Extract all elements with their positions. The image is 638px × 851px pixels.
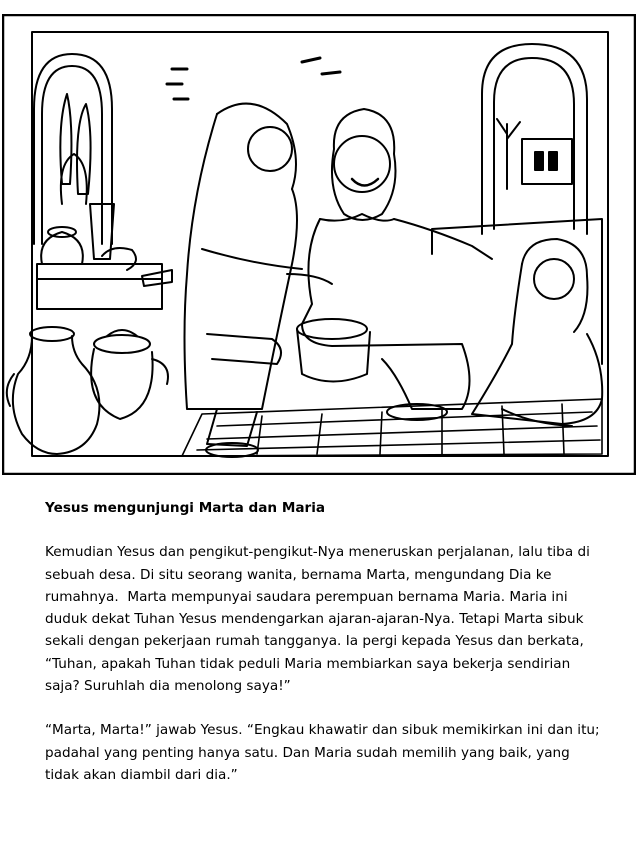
woven-rug (182, 399, 602, 456)
story-text (45, 497, 605, 808)
clay-jug (7, 327, 100, 454)
room-wall (32, 32, 608, 456)
story-paragraph: Kemudian Yesus dan pengikut-pengikut-Nya meneruskan perjalanan, lalu tiba di sebuah desa. Di situ seorang wanita, bernama Marta, mengundang Dia ke rumahnya. Marta mempunyai saudara perempuan bernama Maria. Maria ini duduk dekat Tuhan Yesus mendengarkan ajaran-ajaran-Nya. Tetapi Marta sibuk sekali dengan pekerjaan rumah tangganya. Ia pergi kepada Yesus dan berkata, “Tuhan, apakah Tuhan tidak peduli Maria membiarkan saya bekerja sendirian saja? Suruhlah dia menolong saya!” (45, 544, 595, 695)
story-paragraph: “Marta, Marta!” jawab Yesus. “Engkau khawatir dan sibuk memikirkan ini dan itu; padahal yang penting hanya satu. Dan Maria sudah memilih yang baik, yang tidak akan diambil dari dia.” (45, 722, 604, 783)
left-window (34, 54, 112, 244)
jesus-figure (297, 109, 492, 420)
shelf-with-jars (37, 154, 172, 309)
martha-figure (185, 104, 333, 457)
illustration-drawing (2, 14, 636, 475)
story-title: Yesus mengunjungi Marta dan Maria (45, 500, 326, 516)
mary-figure (472, 239, 602, 426)
motion-marks (167, 58, 340, 99)
cooking-pot (91, 330, 168, 419)
coloring-illustration (2, 14, 636, 475)
right-window (482, 44, 587, 234)
